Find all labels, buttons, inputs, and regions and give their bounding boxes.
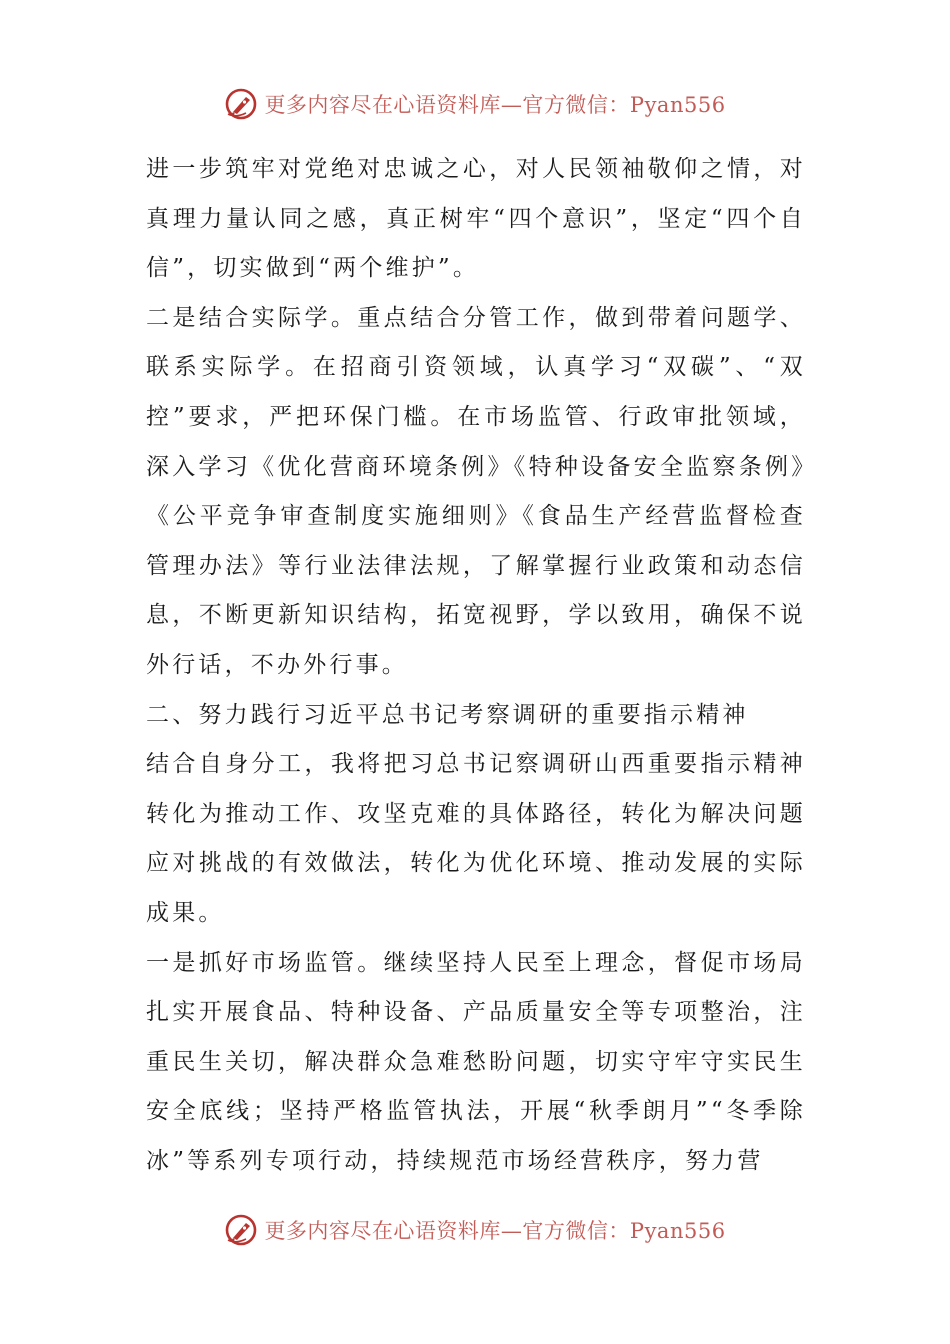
header-watermark-banner [0, 82, 950, 126]
paragraph-loyalty: 进一步筑牢对党绝对忠诚之心，对人民领袖敬仰之情，对真理力量认同之感，真正树牢“四个意识”，坚定“四个自信”，切实做到“两个维护”。 [146, 156, 806, 282]
paragraph-study-practice: 二是结合实际学。重点结合分管工作，做到带着问题学、联系实际学。在招商引资领域，认真学习“双碳”、“双控”要求，严把环保门槛。在市场监管、行政审批领域，深入学习《优化营商环境条例》《特种设备安全监察条例》《公平竞争审查制度实施细则》《食品生产经营监督检查管理办法》等行业法律法规，了解掌握行业政策和动态信息，不断更新知识结构，拓宽视野，学以致用，确保不说外行话，不办外行事。 [146, 304, 806, 678]
section-heading-two: 二、努力践行习近平总书记考察调研的重要指示精神 [146, 701, 749, 728]
document-body [146, 145, 806, 1186]
paragraph-implementation: 结合自身分工，我将把习总书记察调研山西重要指示精神转化为推动工作、攻坚克难的具体路径，转化为解决问题应对挑战的有效做法，转化为优化环境、推动发展的实际成果。 [146, 751, 806, 926]
footer-banner-text: 更多内容尽在心语资料库—官方微信：Pyan556 [264, 1219, 726, 1243]
header-banner-text: 更多内容尽在心语资料库—官方微信：Pyan556 [264, 93, 726, 117]
pen-nib-logo-icon [224, 1213, 258, 1247]
pen-nib-logo-icon [224, 87, 258, 121]
footer-watermark-banner [0, 1208, 950, 1252]
paragraph-market-supervision: 一是抓好市场监管。继续坚持人民至上理念，督促市场局扎实开展食品、特种设备、产品质量安全等专项整治，注重民生关切，解决群众急难愁盼问题，切实守牢守实民生安全底线；坚持严格监管执法，开展“秋季朗月”“冬季除冰”等系列专项行动，持续规范市场经营秩序，努力营 [146, 949, 806, 1174]
